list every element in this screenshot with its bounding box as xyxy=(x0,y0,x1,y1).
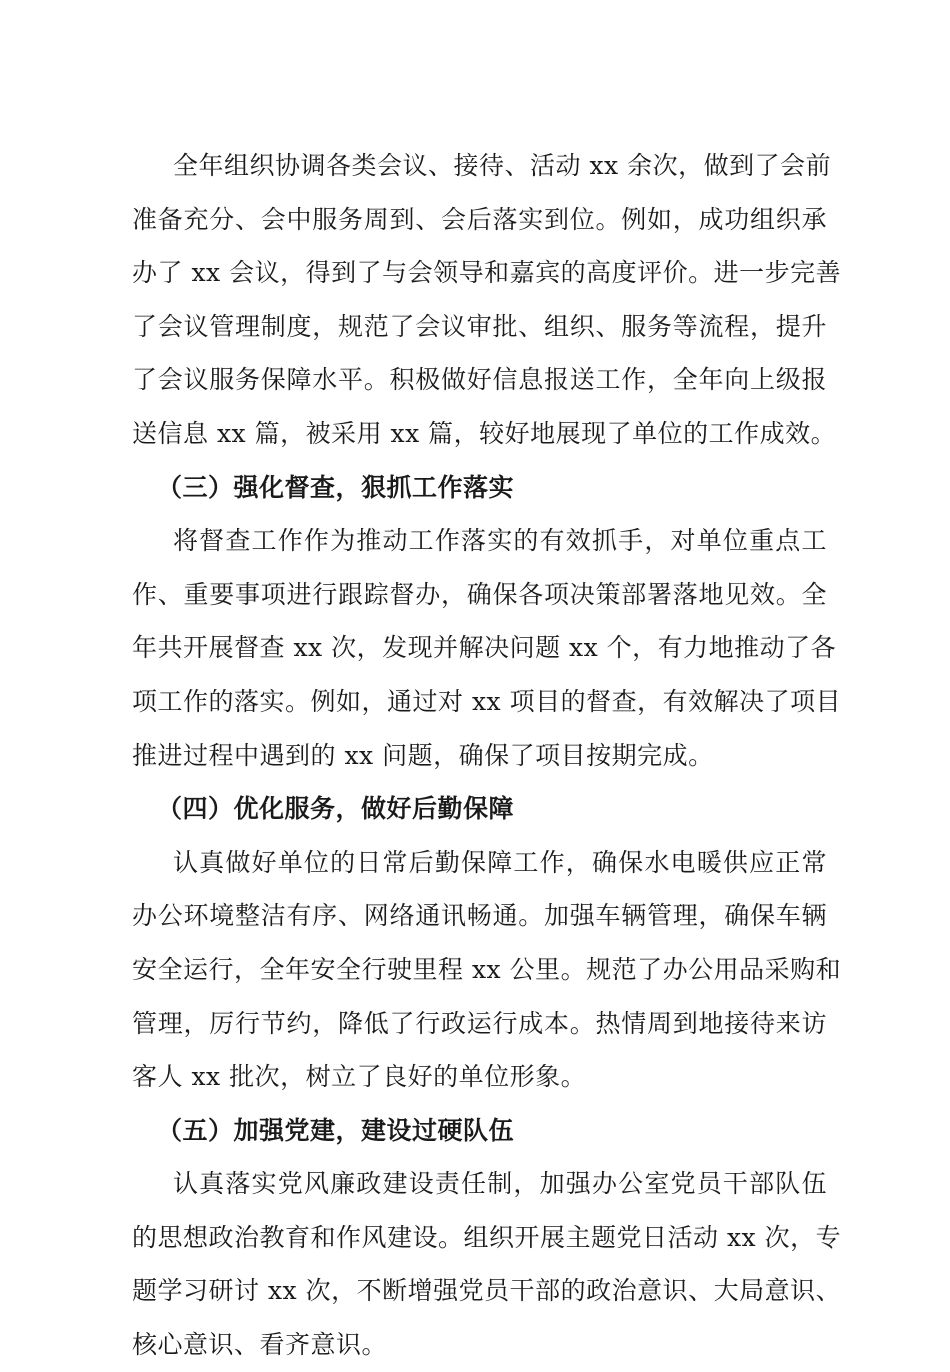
paragraph-meetings xyxy=(132,139,842,461)
paragraph-party-building xyxy=(132,1157,842,1371)
text-line: 办公环境整洁有序、网络通讯畅通。加强车辆管理，确保车辆 xyxy=(132,901,827,931)
text-line: 核心意识、看齐意识。 xyxy=(132,1330,388,1360)
text-line: 认真落实党风廉政建设责任制，加强办公室党员干部队伍 xyxy=(173,1169,827,1199)
text-line: 了会议服务保障水平。积极做好信息报送工作，全年向上级报 xyxy=(132,365,827,395)
text-line: 题学习研讨 xx 次，不断增强党员干部的政治意识、大局意识、 xyxy=(132,1276,842,1306)
paragraph-supervision xyxy=(132,514,842,782)
text-line: 准备充分、会中服务周到、会后落实到位。例如，成功组织承 xyxy=(132,204,827,234)
section-heading-logistics: （四）优化服务，做好后勤保障 xyxy=(157,794,515,824)
document-page xyxy=(132,139,842,1372)
paragraph-logistics xyxy=(132,836,842,1104)
text-line: 客人 xx 批次，树立了良好的单位形象。 xyxy=(132,1062,587,1092)
section-heading-supervision: （三）强化督查，狠抓工作落实 xyxy=(157,472,515,502)
text-line: 办了 xx 会议，得到了与会领导和嘉宾的高度评价。进一步完善 xyxy=(132,258,842,288)
text-line: 作、重要事项进行跟踪督办，确保各项决策部署落地见效。全 xyxy=(132,579,827,609)
text-line: 全年组织协调各类会议、接待、活动 xx 余次，做到了会前 xyxy=(173,151,832,180)
section-heading-party-building: （五）加强党建，建设过硬队伍 xyxy=(157,1115,515,1145)
text-line: 将督查工作作为推动工作落实的有效抓手，对单位重点工 xyxy=(173,526,827,556)
text-line: 管理，厉行节约，降低了行政运行成本。热情周到地接待来访 xyxy=(132,1008,827,1038)
text-line: 的思想政治教育和作风建设。组织开展主题党日活动 xx 次，专 xyxy=(132,1222,842,1252)
text-line: 安全运行，全年安全行驶里程 xx 公里。规范了办公用品采购和 xyxy=(132,954,842,984)
text-line: 送信息 xx 篇，被采用 xx 篇，较好地展现了单位的工作成效。 xyxy=(132,418,837,448)
text-line: 认真做好单位的日常后勤保障工作，确保水电暖供应正常 xyxy=(173,847,827,877)
text-line: 推进过程中遇到的 xx 问题，确保了项目按期完成。 xyxy=(132,740,714,770)
text-line: 项工作的落实。例如，通过对 xx 项目的督查，有效解决了项目 xyxy=(132,686,842,716)
text-line: 年共开展督查 xx 次，发现并解决问题 xx 个，有力地推动了各 xyxy=(132,633,837,663)
text-line: 了会议管理制度，规范了会议审批、组织、服务等流程，提升 xyxy=(132,311,827,341)
